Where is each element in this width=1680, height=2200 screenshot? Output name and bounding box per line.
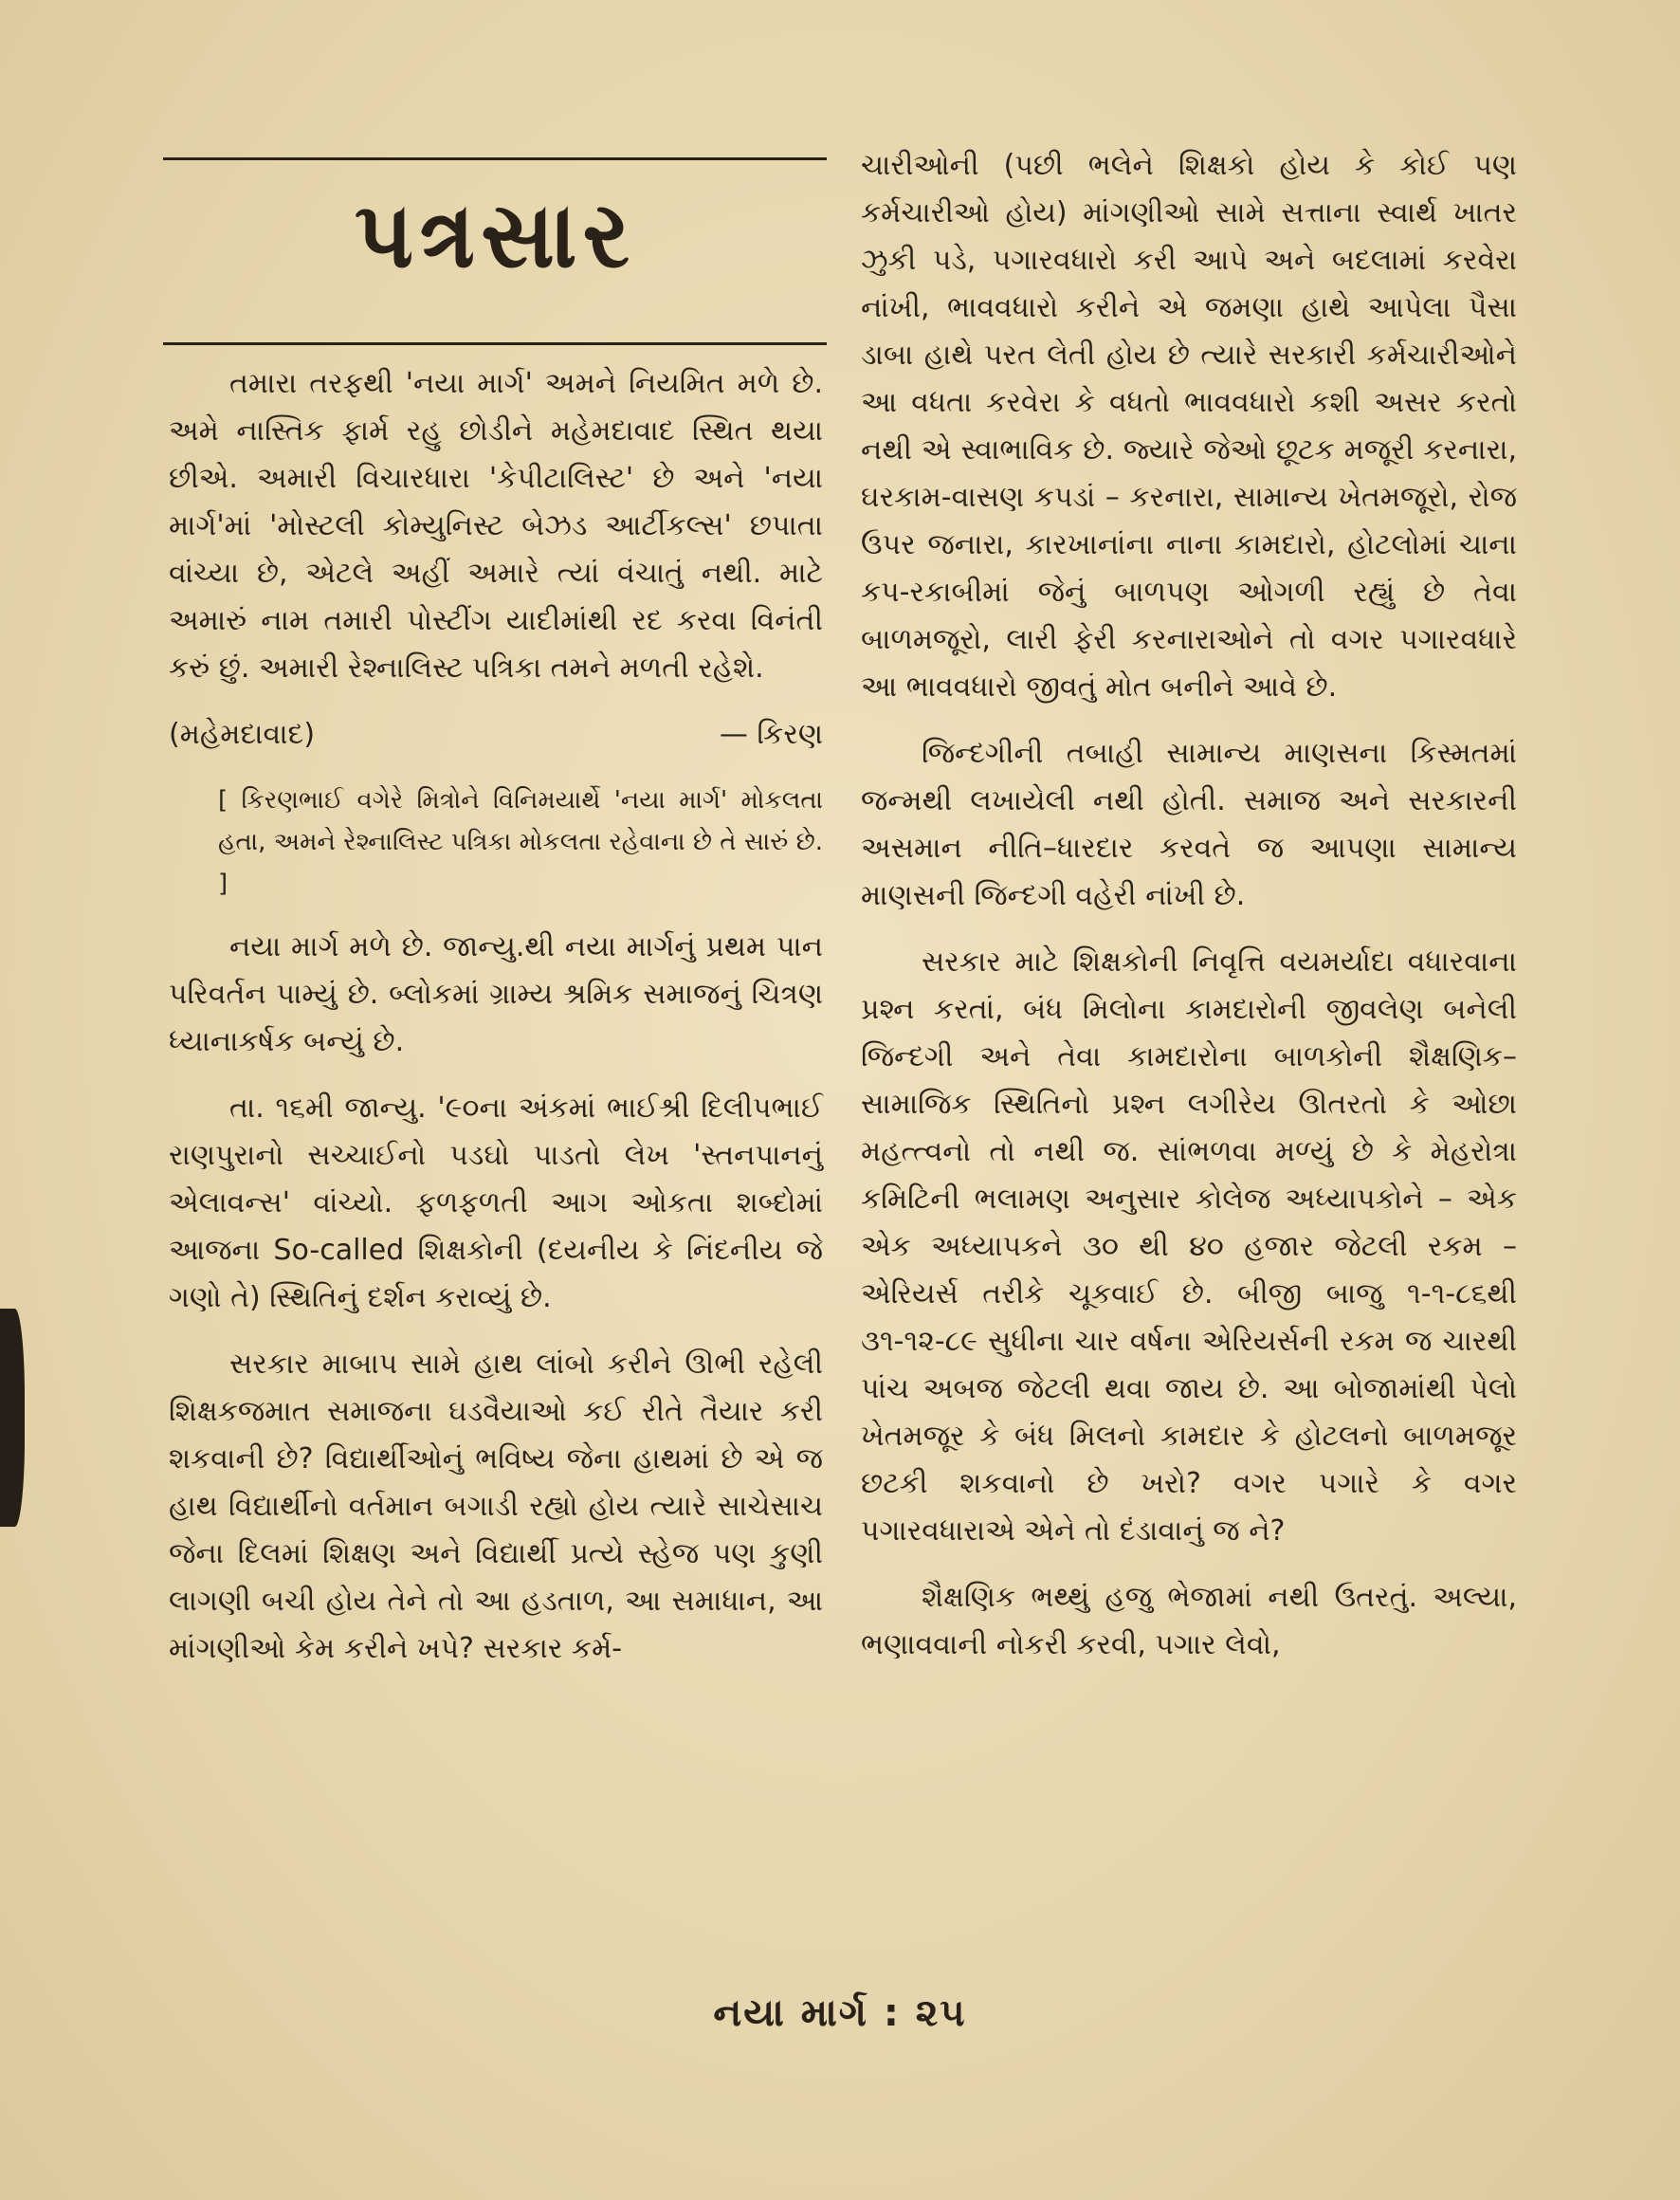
letter-paragraph: તમારા તરફથી 'નયા માર્ગ' અમને નિયમિત મળે છે. અમે નાસ્તિક ફાર્મ રહુ છોડીને મહેમદાવાદ સ્થિત થયા છીએ. અમારી વિચારધારા 'કેપીટાલિસ્ટ' છે અને 'નયા માર્ગ'માં 'મોસ્ટલી કોમ્યુનિસ્ટ બેઝડ આર્ટીકલ્સ' છપાતા વાંચ્યા છે, એટલે અહીં અમારે ત્યાં વંચાતું નથી. માટે અમારું નામ તમારી પોસ્ટીંગ યાદીમાંથી રદ કરવા વિનંતી કરું છું. અમારી રેશ્નાલિસ્ટ પત્રિકા તમને મળતી રહેશે. <box>169 367 823 685</box>
letter-place: (મહેમદાવાદ) <box>169 718 316 751</box>
page-footer: નયા માર્ગ : ૨૫ <box>713 1991 967 2035</box>
heading-rule-bottom <box>163 342 827 345</box>
letter-signature-row <box>169 711 823 759</box>
letter-signature: — કિરણ <box>719 718 823 751</box>
heading-rule-top <box>163 157 827 160</box>
editor-note: [ કિરણભાઈ વગેરે મિત્રોને વિનિમયાર્થે 'નયા માર્ગ' મોકલતા હતા, અમને રેશ્નાલિસ્ટ પત્રિકા મોકલતા રહેવાના છે તે સારું છે. ] <box>218 786 823 898</box>
body-paragraph: તા. ૧૬મી જાન્યુ. '૯૦ના અંકમાં ભાઈશ્રી દિલીપભાઈ રાણપુરાનો સચ્ચાઈનો પડઘો પાડતો લેખ 'સ્તનપાનનું એલાવન્સ' વાંચ્યો. ફળફળતી આગ ઓકતા શબ્દોમાં આજના So-called શિક્ષકોની (દયનીય કે નિંદનીય જે ગણો તે) સ્થિતિનું દર્શન કરાવ્યું છે. <box>169 1091 823 1314</box>
right-column <box>861 142 1517 1688</box>
body-paragraph: નયા માર્ગ મળે છે. જાન્યુ.થી નયા માર્ગનું પ્રથમ પાન પરિવર્તન પામ્યું છે. બ્લોકમાં ગ્રામ્ય શ્રમિક સમાજનું ચિત્રણ ધ્યાનાકર્ષક બન્યું છે. <box>169 930 823 1058</box>
left-column <box>169 360 823 1692</box>
body-paragraph: જિન્દગીની તબાહી સામાન્ય માણસના કિસ્મતમાં જન્મથી લખાયેલી નથી હોતી. સમાજ અને સરકારની અસમાન નીતિ–ધારદાર કરવતે જ આપણા સામાન્ય માણસની જિન્દગી વહેરી નાંખી છે. <box>861 737 1517 912</box>
body-paragraph: ચારીઓની (પછી ભલેને શિક્ષકો હોય કે કોઈ પણ કર્મચારીઓ હોય) માંગણીઓ સામે સત્તાના સ્વાર્થ ખાતર ઝુકી પડે, પગારવધારો કરી આપે અને બદલામાં કરવેરા નાંખી, ભાવવધારો કરીને એ જમણા હાથે આપેલા પૈસા ડાબા હાથે પરત લેતી હોય છે ત્યારે સરકારી કર્મચારીઓને આ વધતા કરવેરા કે વધતો ભાવવધારો કશી અસર કરતો નથી એ સ્વાભાવિક છે. જ્યારે જેઓ છૂટક મજૂરી કરનારા, ઘરકામ-વાસણ કપડાં – કરનારા, સામાન્ય ખેતમજૂરો, રોજ ઉપર જનારા, કારખાનાંના નાના કામદારો, હોટલોમાં ચાના કપ-રકાબીમાં જેનું બાળપણ ઓગળી રહ્યું છે તેવા બાળમજૂરો, લારી ફેરી કરનારાઓને તો વગર પગારવધારે આ ભાવવધારો જીવતું મોત બનીને આવે છે. <box>861 149 1517 704</box>
body-paragraph: શૈક્ષણિક ભથ્થું હજુ ભેજામાં નથી ઉતરતું. અલ્યા, ભણાવવાની નોકરી કરવી, પગાર લેવો, <box>861 1581 1517 1661</box>
body-paragraph: સરકાર માબાપ સામે હાથ લાંબો કરીને ઊભી રહેલી શિક્ષકજમાત સમાજના ઘડવૈયાઓ કઈ રીતે તૈયાર કરી શકવાની છે? વિદ્યાર્થીઓનું ભવિષ્ય જેના હાથમાં છે એ જ હાથ વિદ્યાર્થીનો વર્તમાન બગાડી રહ્યો હોય ત્યારે સાચેસાચ જેના દિલમાં શિક્ષણ અને વિદ્યાર્થી પ્રત્યે સ્હેજ પણ કુણી લાગણી બચી હોય તેને તો આ હડતાળ, આ સમાધાન, આ માંગણીઓ કેમ કરીને ખપે? સરકાર કર્મ- <box>169 1348 823 1665</box>
page-heading: પત્રસાર <box>354 182 636 288</box>
binding-shadow <box>0 1309 25 1527</box>
body-paragraph: સરકાર માટે શિક્ષકોની નિવૃત્તિ વયમર્યાદા વધારવાના પ્રશ્ન કરતાં, બંધ મિલોના કામદારોની જીવલેણ બનેલી જિન્દગી અને તેવા કામદારોના બાળકોની શૈક્ષણિક–સામાજિક સ્થિતિનો પ્રશ્ન લગીરેય ઊતરતો કે ઓછા મહત્ત્વનો તો નથી જ. સાંભળવા મળ્યું છે કે મેહરોત્રા કમિટિની ભલામણ અનુસાર કોલેજ અધ્યાપકોને – એક એક અધ્યાપકને ૩૦ થી ૪૦ હજાર જેટલી રકમ – એરિયર્સ તરીકે ચૂકવાઈ છે. બીજી બાજુ ૧-૧-૮૬થી ૩૧-૧૨-૮૯ સુધીના ચાર વર્ષના એરિયર્સની રકમ જ ચારથી પાંચ અબજ જેટલી થવા જાય છે. આ બોજામાંથી પેલો ખેતમજૂર કે બંધ મિલનો કામદાર કે હોટલનો બાળમજૂર છટકી શકવાનો છે ખરો? વગર પગારે કે વગર પગારવધારાએ એને તો દંડાવાનું જ ને? <box>861 945 1517 1548</box>
